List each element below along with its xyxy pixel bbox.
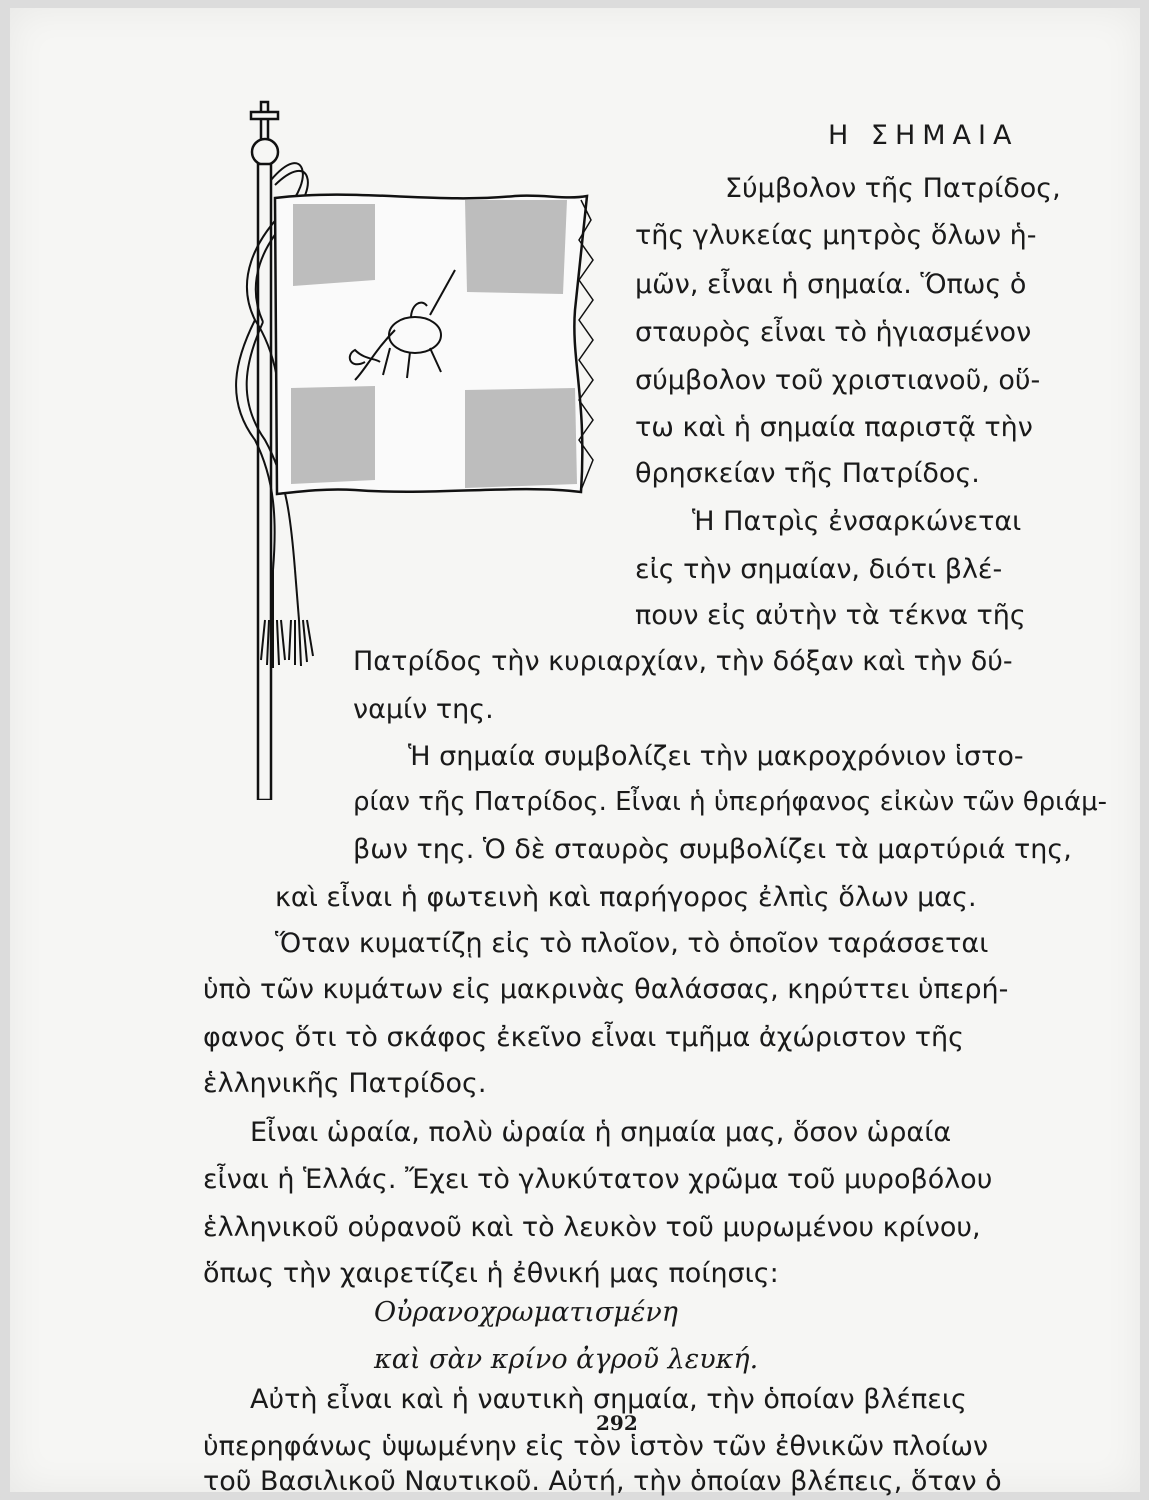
text-line: Ἡ Πατρὶς ἐνσαρκώνεται <box>692 506 1022 537</box>
text-line: μῶν, εἶναι ἡ σημαία. Ὅπως ὁ <box>635 269 1027 300</box>
text-line: φανος ὅτι τὸ σκάφος ἐκεῖνο εἶναι τμῆμα ἀχώριστον τῆς <box>203 1022 964 1053</box>
text-line: σύμβολον τοῦ χριστιανοῦ, οὕ- <box>635 365 1041 396</box>
text-line: βων της. Ὁ δὲ σταυρὸς συμβολίζει τὰ μαρτύριά της, <box>353 834 1072 865</box>
text-line: σταυρὸς εἶναι τὸ ἡγιασμένον <box>635 317 1032 348</box>
text-line: Ἡ σημαία συμβολίζει τὴν μακροχρόνιον ἱστο- <box>408 741 1024 772</box>
text-line: ὅπως τὴν χαιρετίζει ἡ ἐθνική μας ποίησις: <box>203 1258 779 1289</box>
text-line: ναμίν της. <box>353 694 494 725</box>
text-line: ὑπὸ τῶν κυμάτων εἰς μακρινὰς θαλάσσας, κηρύττει ὑπερή- <box>203 974 1009 1005</box>
text-line: τῆς γλυκείας μητρὸς ὅλων ἡ- <box>635 220 1037 251</box>
flag-cloth <box>275 195 593 494</box>
page-title: Η ΣΗΜΑΙΑ <box>828 120 1019 151</box>
text-line: τω καὶ ἡ σημαία παριστᾷ τὴν <box>635 412 1033 443</box>
text-line: Ὅταν κυματίζῃ εἰς τὸ πλοῖον, τὸ ὁποῖον ταράσσεται <box>275 928 989 959</box>
text-line: ἑλληνικῆς Πατρίδος. <box>203 1068 487 1099</box>
text-line: ὑπερηφάνως ὑψωμένην εἰς τὸν ἱστὸν τῶν ἐθνικῶν πλοίων <box>203 1431 989 1462</box>
text-line: Εἶναι ὡραία, πολὺ ὡραία ἡ σημαία μας, ὅσον ὡραία <box>250 1117 952 1148</box>
text-line: ρίαν τῆς Πατρίδος. Εἶναι ἡ ὑπερήφανος εἰκὼν τῶν θριάμ- <box>353 787 1108 817</box>
cross-finial-icon <box>251 102 278 165</box>
text-line: ἑλληνικοῦ οὐρανοῦ καὶ τὸ λευκὸν τοῦ μυρωμένου κρίνου, <box>203 1212 981 1243</box>
text-line: καὶ εἶναι ἡ φωτεινὴ καὶ παρήγορος ἐλπὶς ὅλων μας. <box>275 882 977 913</box>
page-number: 292 <box>596 1411 638 1435</box>
verse-line: καὶ σὰν κρίνο ἀγροῦ λευκή. <box>374 1344 759 1375</box>
text-line: τοῦ Βασιλικοῦ Ναυτικοῦ. Αὐτή, τὴν ὁποίαν βλέπεις, ὅταν ὁ <box>203 1466 1002 1497</box>
text-line: θρησκείαν τῆς Πατρίδος. <box>635 458 980 489</box>
text-line: Σύμβολον τῆς Πατρίδος, <box>725 173 1061 204</box>
text-line: εἶναι ἡ Ἑλλάς. Ἔχει τὸ γλυκύτατον χρῶμα τοῦ μυροβόλου <box>203 1164 993 1195</box>
text-line: πουν εἰς αὐτὴν τὰ τέκνα τῆς <box>635 600 1026 631</box>
text-line: Αὐτὴ εἶναι καὶ ἡ ναυτικὴ σημαία, τὴν ὁποίαν βλέπεις <box>250 1384 967 1415</box>
verse-line: Οὐρανοχρωματισμένη <box>374 1297 678 1328</box>
book-page <box>10 8 1140 1497</box>
text-line: Πατρίδος τὴν κυριαρχίαν, τὴν δόξαν καὶ τὴν δύ- <box>353 646 1013 677</box>
text-line: εἰς τὴν σημαίαν, διότι βλέ- <box>635 554 1003 585</box>
